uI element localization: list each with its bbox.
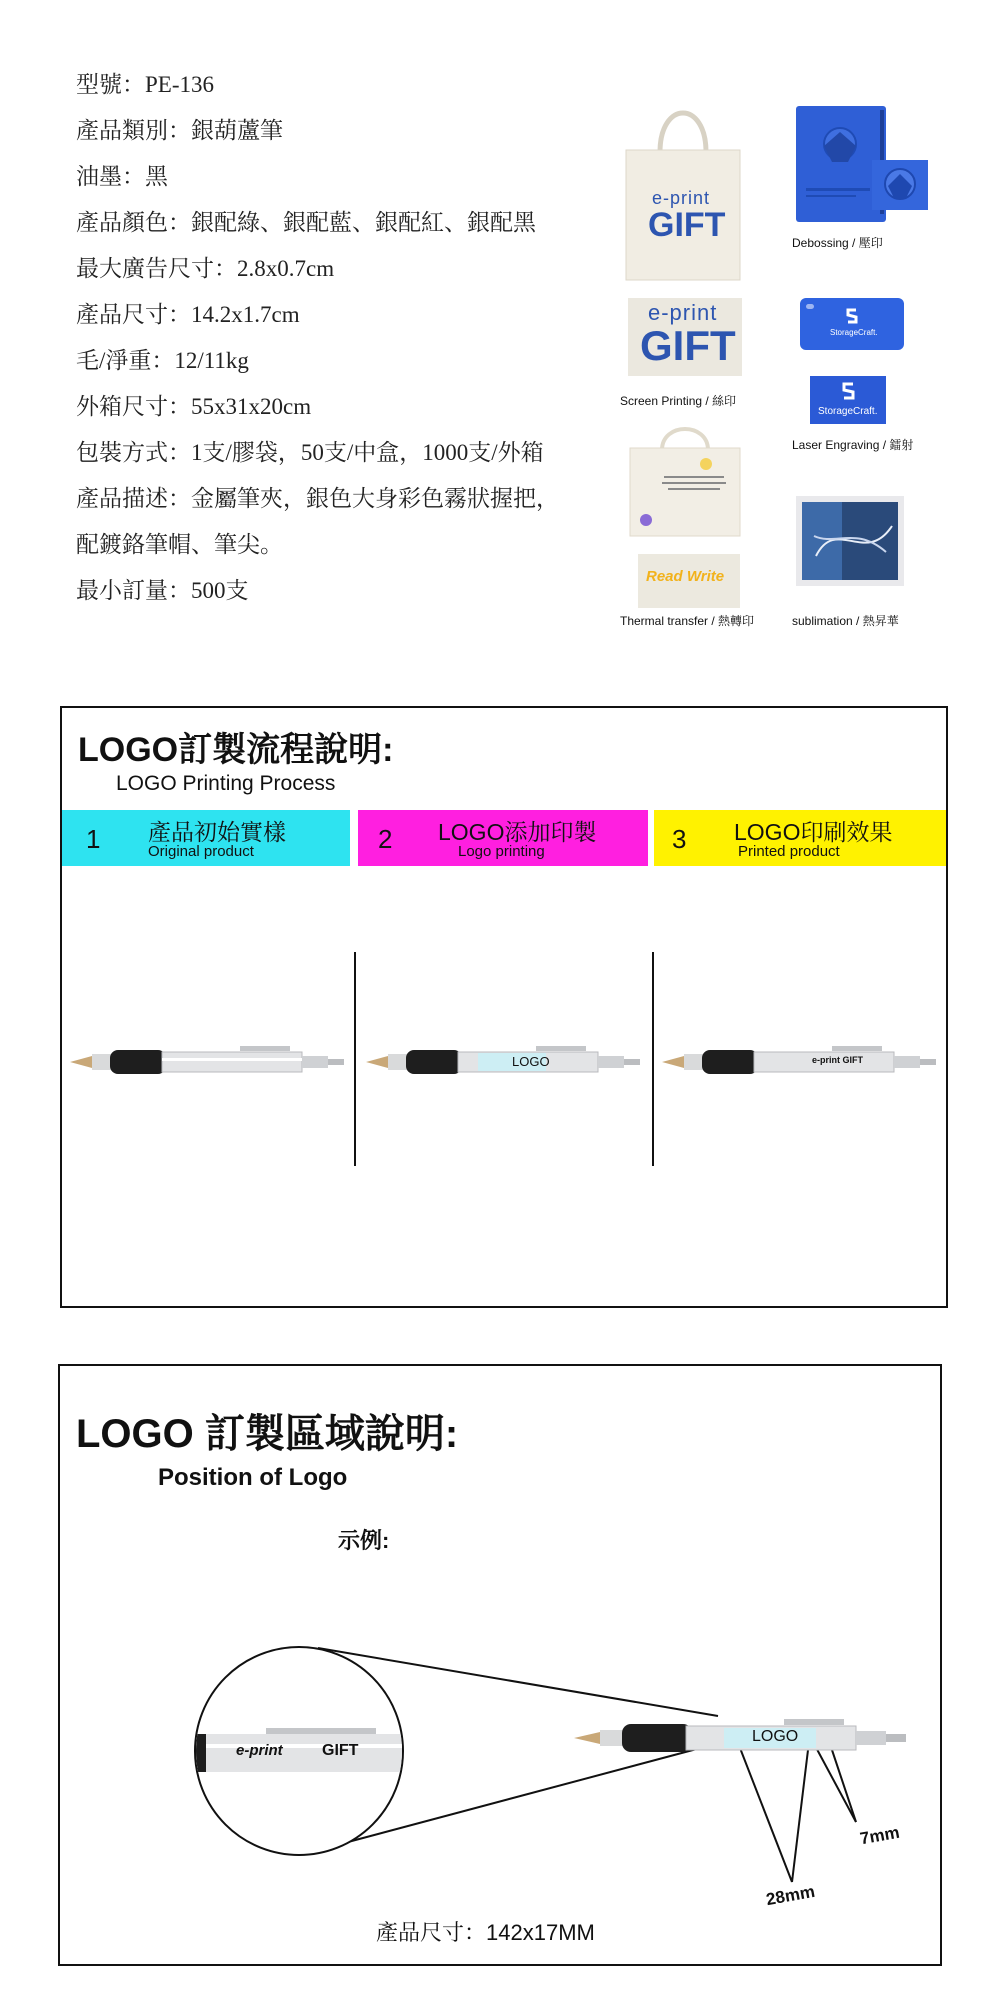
thermal-transfer-label: Thermal transfer / 熱轉印 <box>620 614 755 628</box>
pen-printed-text: e-print GIFT <box>812 1055 863 1065</box>
spec-list <box>76 62 616 614</box>
step-subtitle: Logo printing <box>458 843 545 860</box>
storagecraft-swatch-icon <box>838 380 858 402</box>
sublimation-image <box>796 496 904 586</box>
spec-ink: 油墨：黑 <box>76 164 168 189</box>
step-original-product <box>62 810 350 866</box>
tote-bag-image <box>624 100 742 282</box>
laser-card-image <box>800 298 904 350</box>
pen-logo-text: LOGO <box>512 1054 550 1069</box>
dimension-width-label: 28mm <box>764 1881 817 1910</box>
zoom-logo-eprint: e-print <box>236 1742 283 1759</box>
storagecraft-logo-icon <box>842 306 862 326</box>
swatch-emblem-icon <box>872 160 928 210</box>
laser-card-hole-icon <box>806 304 814 309</box>
spec-category: 產品類別：銀葫蘆筆 <box>76 118 283 143</box>
pen-icon <box>366 1044 646 1080</box>
spec-packaging: 包裝方式：1支/膠袋，50支/中盒，1000支/外箱 <box>76 440 544 465</box>
screen-logo-top: e-print <box>648 300 718 325</box>
thermal-swatch-image <box>638 554 740 608</box>
step-subtitle: Original product <box>148 843 254 860</box>
thermal-swatch-text: Read Write <box>646 568 725 585</box>
step-title: LOGO添加印製 <box>438 819 597 845</box>
step-title: LOGO印刷效果 <box>734 819 893 845</box>
step-divider <box>652 952 654 1166</box>
dimension-height-label: 7mm <box>858 1822 901 1849</box>
spec-description: 產品描述：金屬筆夾，銀色大身彩色霧狀握把， <box>76 486 559 511</box>
thermal-bag-icon <box>628 422 742 538</box>
zoom-logo-gift: GIFT <box>322 1742 359 1759</box>
screen-print-image <box>628 298 742 376</box>
step-number: 2 <box>378 824 393 854</box>
process-subtitle: LOGO Printing Process <box>116 772 336 795</box>
printing-process-panel <box>60 706 948 1308</box>
process-title: LOGO訂製流程說明: <box>78 731 394 769</box>
debossing-label: Debossing / 壓印 <box>792 236 883 250</box>
laser-card-text: StorageCraft. <box>830 328 878 337</box>
pen-printed-image <box>662 1044 942 1080</box>
laser-swatch-text: StorageCraft. <box>818 406 878 417</box>
pen-original-image <box>70 1044 350 1080</box>
position-title: LOGO 訂製區域說明: <box>76 1412 459 1456</box>
tote-logo-bottom: GIFT <box>648 206 726 244</box>
pen-icon <box>574 1716 908 1760</box>
step-subtitle: Printed product <box>738 843 840 860</box>
sublimation-label: sublimation / 熱昇華 <box>792 614 899 628</box>
product-size-caption <box>376 1916 595 1947</box>
sublimation-art-icon <box>796 496 904 586</box>
step-title: 產品初始實樣 <box>148 819 286 845</box>
screen-logo-bottom: GIFT <box>640 322 736 369</box>
spec-moq: 最小訂量：500支 <box>76 578 249 603</box>
laser-swatch-image <box>810 376 886 424</box>
zoomed-pen-body-icon <box>196 1728 402 1778</box>
zoom-circle <box>194 1646 404 1856</box>
spec-description-cont: 配鍍鉻筆帽、筆尖。 <box>76 532 283 557</box>
product-size-value: 142x17MM <box>486 1920 595 1945</box>
spec-model: 型號：PE-136 <box>76 72 214 97</box>
spec-colors: 產品顏色：銀配綠、銀配藍、銀配紅、銀配黑 <box>76 210 536 235</box>
pen-logo-printing-image <box>366 1044 646 1080</box>
spec-max-ad-size: 最大廣告尺寸：2.8x0.7cm <box>76 256 335 281</box>
pen-icon <box>70 1044 350 1080</box>
position-subtitle: Position of Logo <box>158 1464 348 1491</box>
position-pen-logo-text: LOGO <box>752 1728 799 1745</box>
product-size-label: 產品尺寸： <box>376 1921 487 1946</box>
screen-printing-label: Screen Printing / 絲印 <box>620 394 737 408</box>
tote-logo-top: e-print <box>652 188 711 208</box>
step-printed-product <box>654 810 946 866</box>
spec-weight: 毛/淨重：12/11kg <box>76 348 249 373</box>
position-example-label: 示例: <box>338 1528 390 1553</box>
position-pen-image <box>574 1716 908 1760</box>
step-number: 3 <box>672 824 687 854</box>
zoom-callout-lines <box>0 1620 1004 1920</box>
step-logo-printing <box>358 810 648 866</box>
laser-engraving-label: Laser Engraving / 鐳射 <box>792 438 914 452</box>
spec-product-size: 產品尺寸：14.2x1.7cm <box>76 302 300 327</box>
step-divider <box>354 952 356 1166</box>
debossing-swatch-image <box>872 160 928 210</box>
thermal-bag-image <box>628 422 742 538</box>
spec-carton-size: 外箱尺寸：55x31x20cm <box>76 394 312 419</box>
step-number: 1 <box>86 824 101 854</box>
pen-icon <box>662 1044 942 1080</box>
